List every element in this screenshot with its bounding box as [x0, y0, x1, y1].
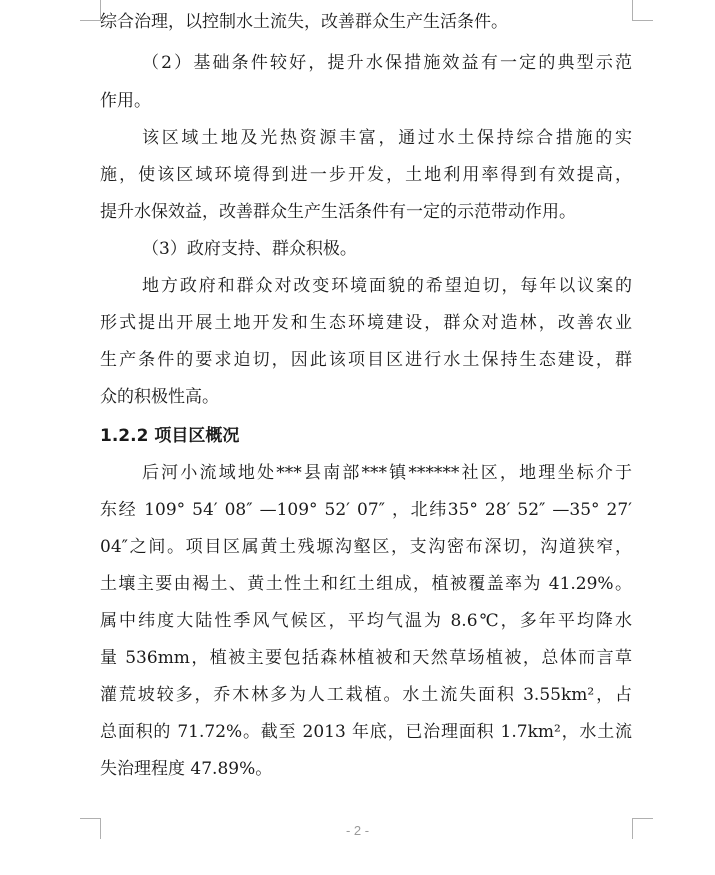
page-number: - 2 - — [345, 823, 370, 838]
text-line: 作用。 — [100, 91, 151, 111]
text-line: 众的积极性高。 — [100, 387, 219, 407]
crop-mark-top-right — [632, 0, 653, 21]
text-line: 土壤主要由褐土、黄土性土和红土组成，植被覆盖率为 41.29%。 — [100, 574, 632, 594]
text-line: 总面积的 71.72%。截至 2013 年底，已治理面积 1.7km²，水土流 — [100, 722, 632, 742]
text-line: 东经 109° 54′ 08″ —109° 52′ 07″ ，北纬35° 28′ 52″ —35° 27′ — [100, 500, 632, 520]
text-line: （2）基础条件较好，提升水保措施效益有一定的典型示范 — [142, 53, 632, 73]
text-line: 施，使该区域环境得到进一步开发，土地利用率得到有效提高， — [100, 165, 632, 185]
text-line: 04″之间。项目区属黄土残塬沟壑区，支沟密布深切，沟道狭窄， — [100, 537, 632, 557]
text-line: 后河小流域地处***县南部***镇******社区，地理坐标介于 — [142, 463, 632, 483]
text-line: 灌荒坡较多，乔木林多为人工栽植。水土流失面积 3.55km²，占 — [100, 685, 632, 705]
text-line: 形式提出开展土地开发和生态环境建设，群众对造林，改善农业 — [100, 313, 632, 333]
text-line: 失治理程度 47.89%。 — [100, 759, 273, 779]
text-line: 综合治理，以控制水土流失，改善群众生产生活条件。 — [100, 12, 508, 32]
crop-mark-top-left — [80, 0, 101, 21]
section-heading: 1.2.2 项目区概况 — [100, 426, 240, 446]
text-line: 属中纬度大陆性季风气候区，平均气温为 8.6℃，多年平均降水 — [100, 611, 632, 631]
text-line: 地方政府和群众对改变环境面貌的希望迫切，每年以议案的 — [142, 276, 632, 296]
text-line: 生产条件的要求迫切，因此该项目区进行水土保持生态建设，群 — [100, 350, 632, 370]
text-line: 该区域土地及光热资源丰富，通过水土保持综合措施的实 — [142, 128, 632, 148]
text-line: 量 536mm，植被主要包括森林植被和天然草场植被，总体而言草 — [100, 648, 632, 668]
text-line: （3）政府支持、群众积极。 — [142, 239, 357, 259]
text-line: 提升水保效益，改善群众生产生活条件有一定的示范带动作用。 — [100, 202, 576, 222]
